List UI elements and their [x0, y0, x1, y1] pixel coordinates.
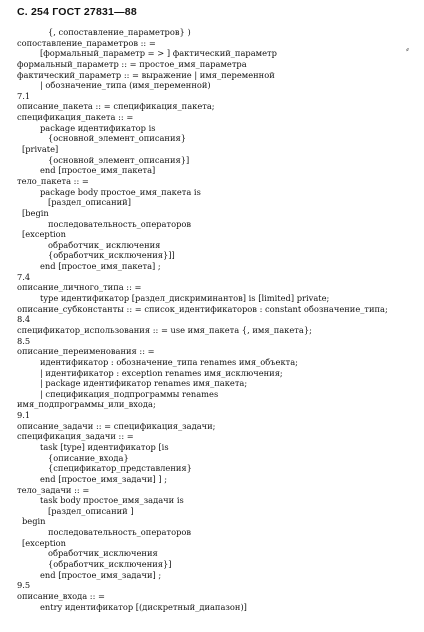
text-line [0, 38, 424, 49]
text-line [0, 208, 424, 219]
text-line [0, 399, 424, 410]
line-text: сопоставление_параметров :: = [17, 37, 156, 48]
text-line [0, 495, 424, 506]
text-line [0, 527, 424, 538]
line-text: [private] [22, 144, 59, 155]
text-line [0, 176, 424, 187]
text-line [0, 506, 424, 517]
text-line [0, 112, 424, 123]
text-line [0, 261, 424, 272]
line-text: [exception [22, 229, 67, 240]
text-line [0, 602, 424, 613]
line-text: [exception [22, 537, 67, 548]
text-line [0, 282, 424, 293]
text-line [0, 197, 424, 208]
line-text: package body простое_имя_пакета is [40, 186, 201, 197]
line-text: 8.4 [17, 314, 31, 325]
text-line [0, 389, 424, 400]
text-line [0, 453, 424, 464]
text-line [0, 293, 424, 304]
line-text: описание_пакета :: = спецификация_пакета; [17, 101, 215, 112]
text-line [0, 474, 424, 485]
text-line [0, 346, 424, 357]
line-text: 7.1 [17, 90, 31, 101]
line-text: тело_задачи :: = [17, 484, 90, 495]
text-line [0, 48, 424, 59]
line-text: [раздел_описаний ] [48, 505, 134, 516]
line-text: 8.5 [17, 335, 31, 346]
text-line [0, 272, 424, 283]
line-text: обработчик_ исключения [48, 239, 161, 250]
line-text: описание_задачи :: = спецификация_задачи; [17, 420, 216, 431]
line-text: тело_пакета :: = [17, 175, 89, 186]
line-text: entry идентификатор [(дискретный_диапазон)] [40, 601, 247, 612]
line-text: описание_субконстанты :: = список_идентификаторов : constant обозначение_типа; [17, 303, 388, 314]
line-text: {описание_входа} [48, 452, 129, 463]
margin-mark: ⸗ [406, 45, 409, 55]
text-line [0, 580, 424, 591]
line-text: 9.1 [17, 410, 31, 421]
text-line [0, 133, 424, 144]
line-text: обработчик_исключения [48, 548, 158, 559]
line-text: [begin [22, 207, 49, 218]
line-text: {обработчик_исключения}]] [48, 250, 175, 261]
line-text: {спецификатор_представления} [48, 463, 192, 474]
line-text: спецификатор_использования :: = use имя_пакета {, имя_пакета}; [17, 324, 312, 335]
text-line [0, 304, 424, 315]
text-line [0, 357, 424, 368]
line-text: идентификатор : обозначение_типа renames имя_объекта; [40, 356, 298, 367]
line-text: спецификация_пакета :: = [17, 112, 134, 123]
line-text: | идентификатор : exception renames имя_исключения; [40, 367, 283, 378]
text-line [0, 591, 424, 602]
line-text: end [простое_имя_пакета] [40, 165, 156, 176]
line-text: | спецификация_подпрограммы renames [40, 388, 219, 399]
line-text: {обработчик_исключения}] [48, 559, 172, 570]
line-text: task body простое_имя_задачи is [40, 495, 184, 506]
text-line [0, 570, 424, 581]
line-text: end [простое_имя_задачи] ] ; [40, 473, 168, 484]
line-text: фактический_параметр :: = выражение | имя_переменной [17, 69, 275, 80]
text-line [0, 70, 424, 81]
text-line [0, 485, 424, 496]
text-line [0, 80, 424, 91]
text-line [0, 559, 424, 570]
line-text: формальный_параметр :: = простое_имя_параметра [17, 58, 247, 69]
text-line [0, 91, 424, 102]
text-line [0, 516, 424, 527]
line-text: описание_личного_типа :: = [17, 282, 142, 293]
text-line [0, 123, 424, 134]
text-line [0, 325, 424, 336]
line-text: begin [22, 516, 46, 527]
text-line [0, 155, 424, 166]
text-line [0, 229, 424, 240]
text-line [0, 538, 424, 549]
grammar-text [0, 27, 424, 612]
text-line [0, 421, 424, 432]
line-text: спецификация_задачи :: = [17, 431, 134, 442]
text-line [0, 59, 424, 70]
text-line [0, 219, 424, 230]
text-line [0, 410, 424, 421]
text-line [0, 378, 424, 389]
line-text: end [простое_имя_задачи] ; [40, 569, 162, 580]
text-line [0, 101, 424, 112]
text-line [0, 463, 424, 474]
line-text: | package идентификатор renames имя_пакета; [40, 378, 248, 389]
line-text: {основной_элемент_описания} [48, 133, 187, 144]
text-line [0, 336, 424, 347]
line-text: описание_входа :: = [17, 590, 105, 601]
text-line [0, 250, 424, 261]
text-line [0, 187, 424, 198]
page-header: С. 254 ГОСТ 27831—88 [17, 6, 137, 18]
line-text: имя_подпрограммы_или_входа; [17, 399, 156, 410]
line-text: [формальный_параметр = > ] фактический_параметр [40, 48, 277, 59]
text-line [0, 314, 424, 325]
line-text: task [type] идентификатор [is [40, 441, 169, 452]
line-text: {, сопоставление_параметров} ) [48, 27, 191, 37]
line-text: {основной_элемент_описания}] [48, 154, 190, 165]
text-line [0, 548, 424, 559]
line-text: [раздел_описаний] [48, 197, 131, 208]
line-text: 7.4 [17, 271, 31, 282]
text-line [0, 431, 424, 442]
text-line [0, 442, 424, 453]
text-line [0, 368, 424, 379]
line-text: последовательность_операторов [48, 218, 192, 229]
line-text: end [простое_имя_пакета] ; [40, 261, 161, 272]
text-line [0, 144, 424, 155]
line-text: | обозначение_типа (имя_переменной) [40, 80, 211, 91]
line-text: 9.5 [17, 580, 31, 591]
line-text: package идентификатор is [40, 122, 156, 133]
text-line [0, 240, 424, 251]
text-line [0, 27, 424, 38]
line-text: описание_переименования :: = [17, 346, 155, 357]
text-line [0, 165, 424, 176]
line-text: последовательность_операторов [48, 527, 192, 538]
line-text: type идентификатор [раздел_дискриминантов] is [limited] private; [40, 293, 330, 304]
